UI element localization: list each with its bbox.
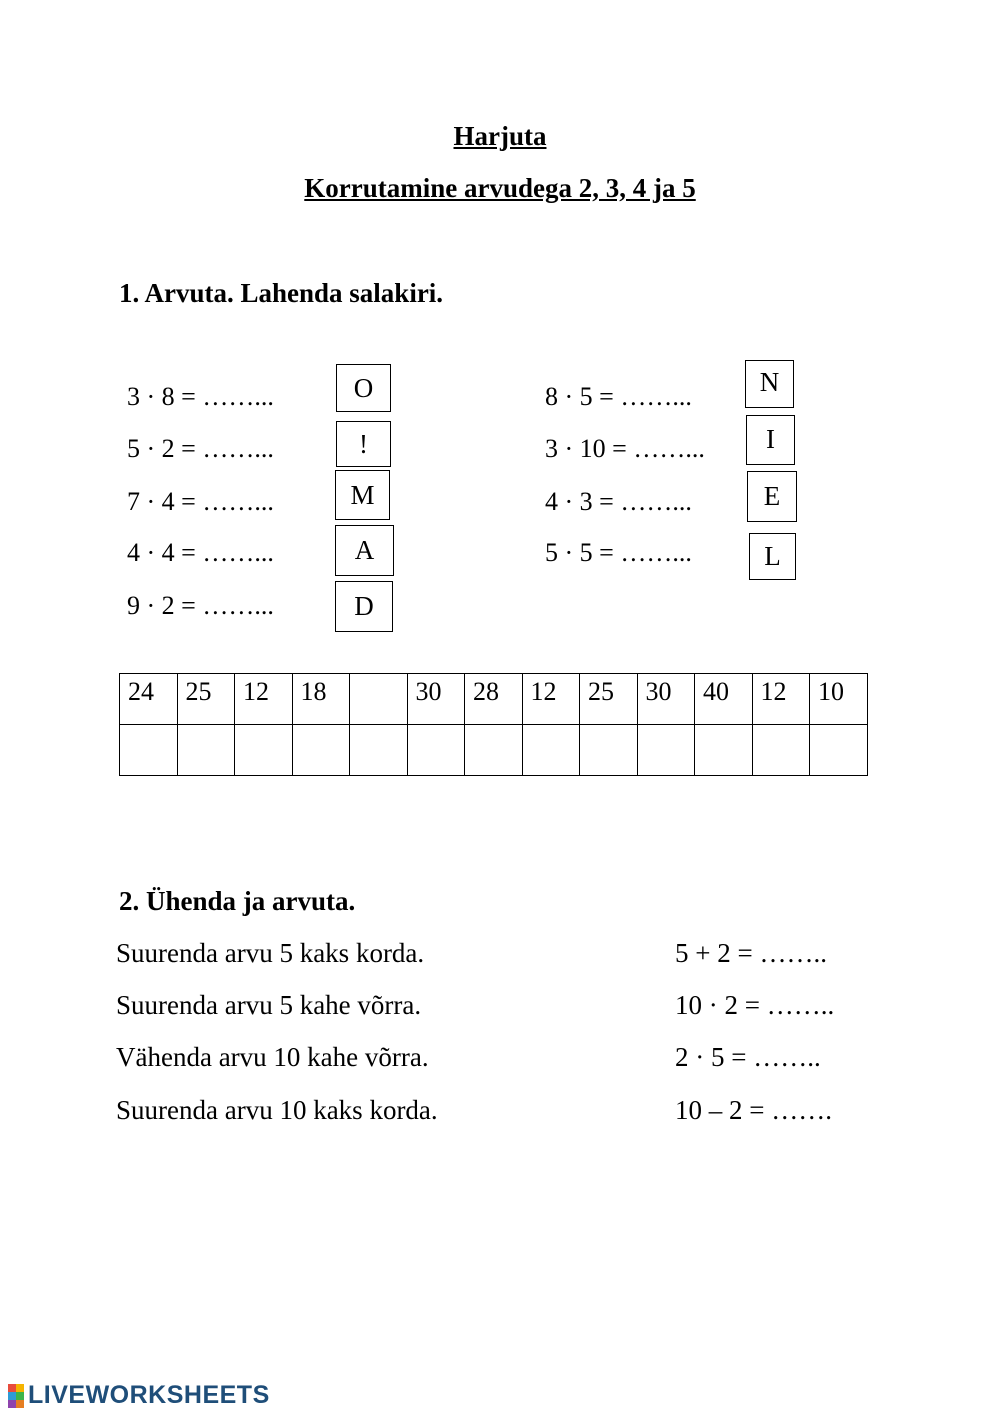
task1-right-expr-2: 3 · 10 = ……... <box>545 434 705 463</box>
letter-box-l: L <box>749 533 796 580</box>
task1-right-expr-4: 5 · 5 = ……... <box>545 538 692 567</box>
cipher-answer-row <box>120 725 868 776</box>
task1-left-expr-5: 9 · 2 = ……... <box>127 591 274 620</box>
letter-box-i: I <box>746 415 795 465</box>
task2-statement-2: Suurenda arvu 5 kahe võrra. <box>116 990 422 1020</box>
task1-heading: 1. Arvuta. Lahenda salakiri. <box>119 278 444 308</box>
logo-blocks-icon <box>8 1384 24 1408</box>
liveworksheets-logo[interactable] <box>8 1381 270 1410</box>
letter-box-o: O <box>336 364 391 412</box>
cipher-number-cell: 24 <box>120 674 178 725</box>
cipher-answer-cell[interactable] <box>465 725 523 776</box>
cipher-answer-cell[interactable] <box>235 725 293 776</box>
cipher-number-cell: 10 <box>810 674 868 725</box>
cipher-answer-cell[interactable] <box>292 725 350 776</box>
task2-heading: 2. Ühenda ja arvuta. <box>119 886 356 916</box>
letter-box-n: N <box>745 360 794 408</box>
cipher-answer-cell[interactable] <box>580 725 638 776</box>
cipher-number-cell: 40 <box>695 674 753 725</box>
cipher-number-cell: 25 <box>177 674 235 725</box>
cipher-answer-cell[interactable] <box>810 725 868 776</box>
cipher-table <box>119 673 868 776</box>
cipher-answer-cell[interactable] <box>407 725 465 776</box>
task2-expression-4: 10 – 2 = ……. <box>675 1095 832 1125</box>
task2-expression-2: 10 · 2 = …….. <box>675 990 835 1020</box>
cipher-answer-cell[interactable] <box>350 725 408 776</box>
cipher-number-cell: 18 <box>292 674 350 725</box>
cipher-number-cell: 30 <box>407 674 465 725</box>
cipher-answer-cell[interactable] <box>637 725 695 776</box>
cipher-answer-cell[interactable] <box>120 725 178 776</box>
cipher-answer-cell[interactable] <box>177 725 235 776</box>
letter-box-exclamation: ! <box>336 421 391 467</box>
cipher-numbers-row <box>120 674 868 725</box>
letter-box-a: A <box>335 525 394 576</box>
cipher-number-cell: 12 <box>752 674 810 725</box>
task2-expression-1: 5 + 2 = …….. <box>675 938 827 968</box>
cipher-number-cell: 28 <box>465 674 523 725</box>
task1-left-expr-1: 3 · 8 = ……... <box>127 382 274 411</box>
task1-left-expr-4: 4 · 4 = ……... <box>127 538 274 567</box>
cipher-answer-cell[interactable] <box>695 725 753 776</box>
worksheet-subtitle: Korrutamine arvudega 2, 3, 4 ja 5 <box>304 173 696 203</box>
task1-left-expr-3: 7 · 4 = ……... <box>127 487 274 516</box>
cipher-number-cell: 30 <box>637 674 695 725</box>
cipher-answer-cell[interactable] <box>522 725 580 776</box>
letter-box-m: M <box>335 470 390 520</box>
task2-expression-3: 2 · 5 = …….. <box>675 1042 821 1072</box>
cipher-number-cell: 12 <box>522 674 580 725</box>
task1-right-expr-1: 8 · 5 = ……... <box>545 382 692 411</box>
cipher-number-cell <box>350 674 408 725</box>
task1-right-expr-3: 4 · 3 = ……... <box>545 487 692 516</box>
task2-statement-1: Suurenda arvu 5 kaks korda. <box>116 938 425 968</box>
cipher-number-cell: 12 <box>235 674 293 725</box>
task1-left-expr-2: 5 · 2 = ……... <box>127 434 274 463</box>
cipher-number-cell: 25 <box>580 674 638 725</box>
task2-statement-3: Vähenda arvu 10 kahe võrra. <box>116 1042 429 1072</box>
task2-statement-4: Suurenda arvu 10 kaks korda. <box>116 1095 438 1125</box>
letter-box-e: E <box>747 471 797 522</box>
cipher-answer-cell[interactable] <box>752 725 810 776</box>
letter-box-d: D <box>335 581 393 632</box>
logo-text: LIVEWORKSHEETS <box>28 1381 270 1409</box>
worksheet-title: Harjuta <box>453 121 547 151</box>
